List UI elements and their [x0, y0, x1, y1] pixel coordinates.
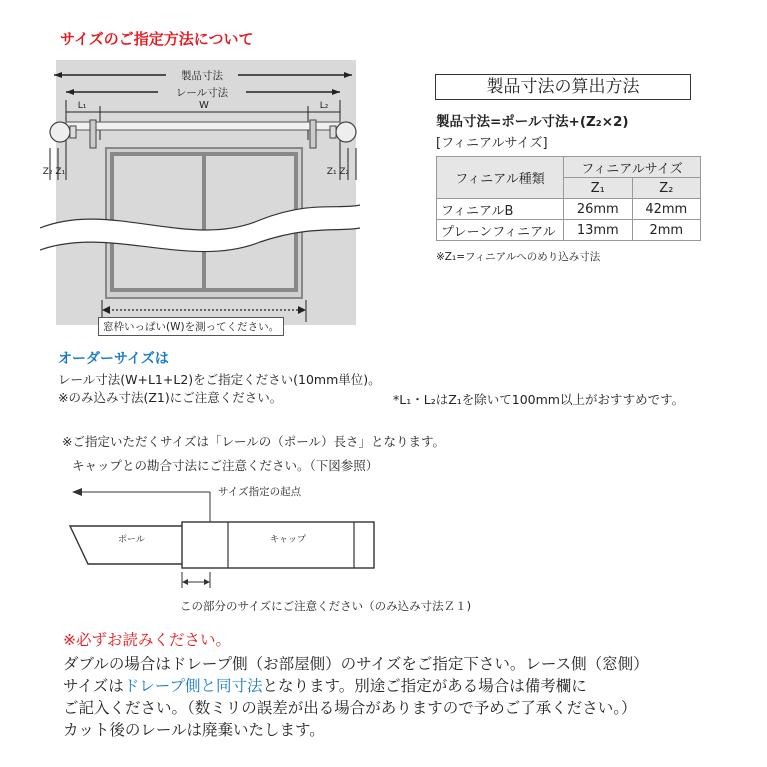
- warning-highlight: ドレープ側と同寸法: [123, 677, 263, 695]
- cap-shape: [182, 522, 374, 568]
- l2-label: L₂: [319, 101, 329, 111]
- pole-note-line2: キャップとの勘合寸法にご注意ください。（下図参照）: [72, 458, 379, 473]
- pole-label: ポール: [118, 535, 145, 545]
- finial-size-label: [フィニアルサイズ]: [436, 136, 548, 151]
- order-line2: ※のみ込み寸法(Z1)にご注意ください。: [58, 390, 283, 405]
- warning-line1: ダブルの場合はドレープ側（お部屋側）のサイズをご指定下さい。レース側（窓側）: [63, 655, 649, 673]
- warning-title: ※必ずお読みください。: [63, 631, 231, 649]
- measure-note: 窓枠いっぱい(W)を測ってください。: [98, 317, 284, 336]
- order-line1: レール寸法(W+L1+L2)をご指定ください(10mm単位)。: [58, 372, 381, 387]
- product-size-label: 製品寸法: [181, 70, 223, 82]
- header-z2: Z₂: [632, 178, 701, 199]
- finial-right-icon: [336, 122, 356, 142]
- cap-label: キャップ: [270, 535, 307, 545]
- table-row: プレーンフィニアル 13mm 2mm: [437, 220, 701, 241]
- calc-formula: 製品寸法=ポール寸法+(Z₂×2): [436, 114, 629, 130]
- section-title: サイズのご指定方法について: [60, 30, 254, 48]
- finial-table: [436, 156, 701, 241]
- warning-line2: サイズはドレープ側と同寸法となります。別途ご指定がある場合は備考欄に: [63, 677, 587, 695]
- rail-pole: [66, 122, 340, 130]
- finial-left-icon: [50, 122, 70, 142]
- table-row: フィニアルB 26mm 42mm: [437, 199, 701, 220]
- cap-diagram: [60, 480, 390, 590]
- l1-label: L₁: [77, 101, 87, 111]
- calc-title: 製品寸法の算出方法: [435, 74, 691, 100]
- start-label: サイズ指定の起点: [218, 486, 302, 498]
- header-size: フィニアルサイズ: [564, 157, 701, 178]
- header-z1: Z₁: [564, 178, 633, 199]
- warning-line3: ご記入ください。（数ミリの誤差が出る場合がありますので予めご了承ください。）: [63, 699, 637, 717]
- w-label: W: [199, 100, 209, 111]
- bracket-right-icon: [310, 120, 316, 148]
- header-type: フィニアル種類: [437, 157, 564, 199]
- rail-size-label: レール寸法: [175, 87, 229, 99]
- warning-line4: カット後のレールは廃棄いたします。: [63, 721, 325, 739]
- rail-diagram: [40, 60, 360, 345]
- caution-text: この部分のサイズにご注意ください（のみ込み寸法Ｚ１): [180, 599, 472, 613]
- order-title: オーダーサイズは: [58, 351, 169, 367]
- z-left-label: Z₂ Z₁: [42, 167, 66, 177]
- pole-note-line1: ※ご指定いただくサイズは「レールの（ポール）長さ」となります。: [62, 434, 445, 449]
- z-right-label: Z₁ Z₂: [326, 167, 350, 177]
- order-recommend: *L₁・L₂はZ₁を除いて100mm以上がおすすめです。: [393, 392, 685, 407]
- bracket-left-icon: [90, 120, 96, 148]
- finial-note: ※Z₁=フィニアルへのめり込み寸法: [436, 251, 601, 263]
